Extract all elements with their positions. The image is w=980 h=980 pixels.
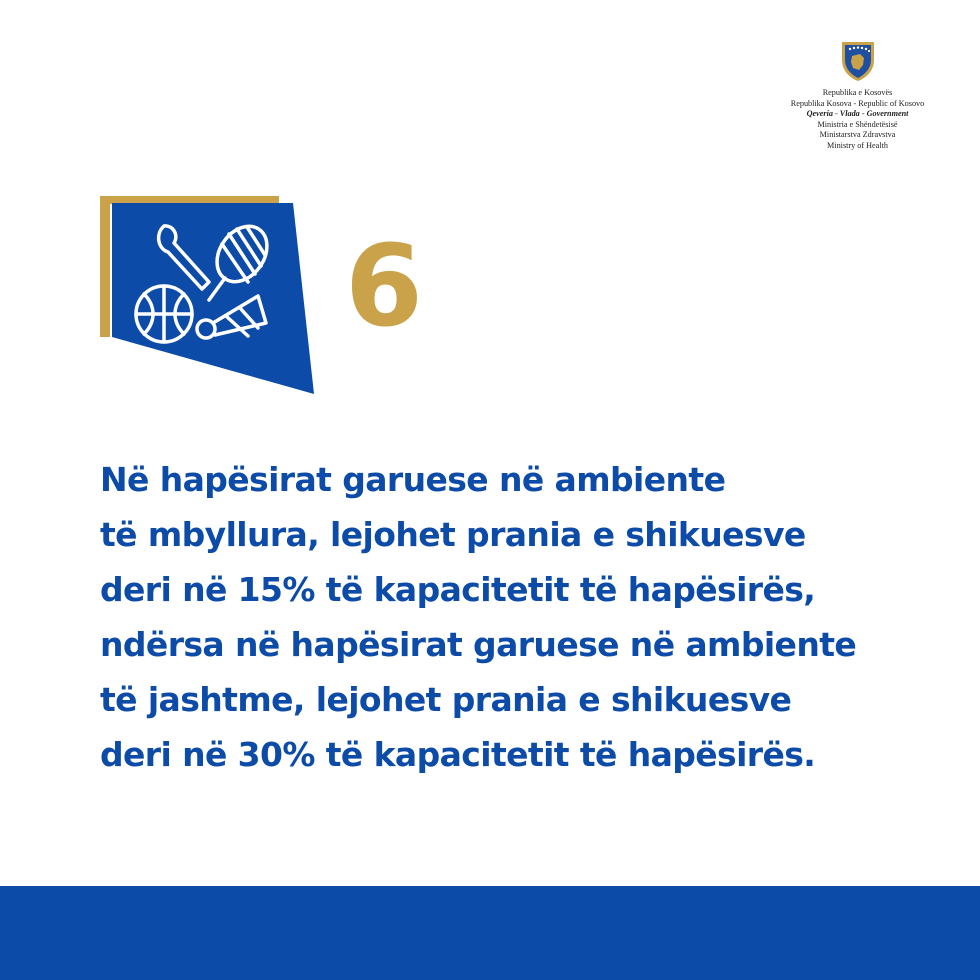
message-line: të jashtme, lejohet prania e shikuesve <box>100 680 792 719</box>
sports-badge <box>98 196 318 398</box>
government-header <box>760 40 955 151</box>
kosovo-coat-of-arms-icon <box>840 40 876 82</box>
message-line: ndërsa në hapësirat garuese në ambiente <box>100 625 857 664</box>
header-line-ministry-sq: Ministria e Shëndetësisë <box>817 119 898 129</box>
header-line-government: Qeveria - Vlada - Government <box>806 109 909 118</box>
message-line: të mbyllura, lejohet prania e shikuesve <box>100 515 806 554</box>
header-line-ministry-sr: Ministarstva Zdravstva <box>819 130 896 139</box>
main-message <box>100 452 975 782</box>
message-line: deri në 15% të kapacitetit të hapësirës, <box>100 570 816 609</box>
message-line: Në hapësirat garuese në ambiente <box>100 460 726 499</box>
item-number: 6 <box>345 222 423 352</box>
header-line-republic-sr-en: Republika Kosova - Republic of Kosovo <box>790 98 925 108</box>
footer-bar <box>0 886 980 980</box>
message-line: deri në 30% të kapacitetit të hapësirës. <box>100 735 816 774</box>
header-line-republic-sq: Republika e Kosovës <box>822 88 893 97</box>
header-line-ministry-en: Ministry of Health <box>827 140 888 150</box>
